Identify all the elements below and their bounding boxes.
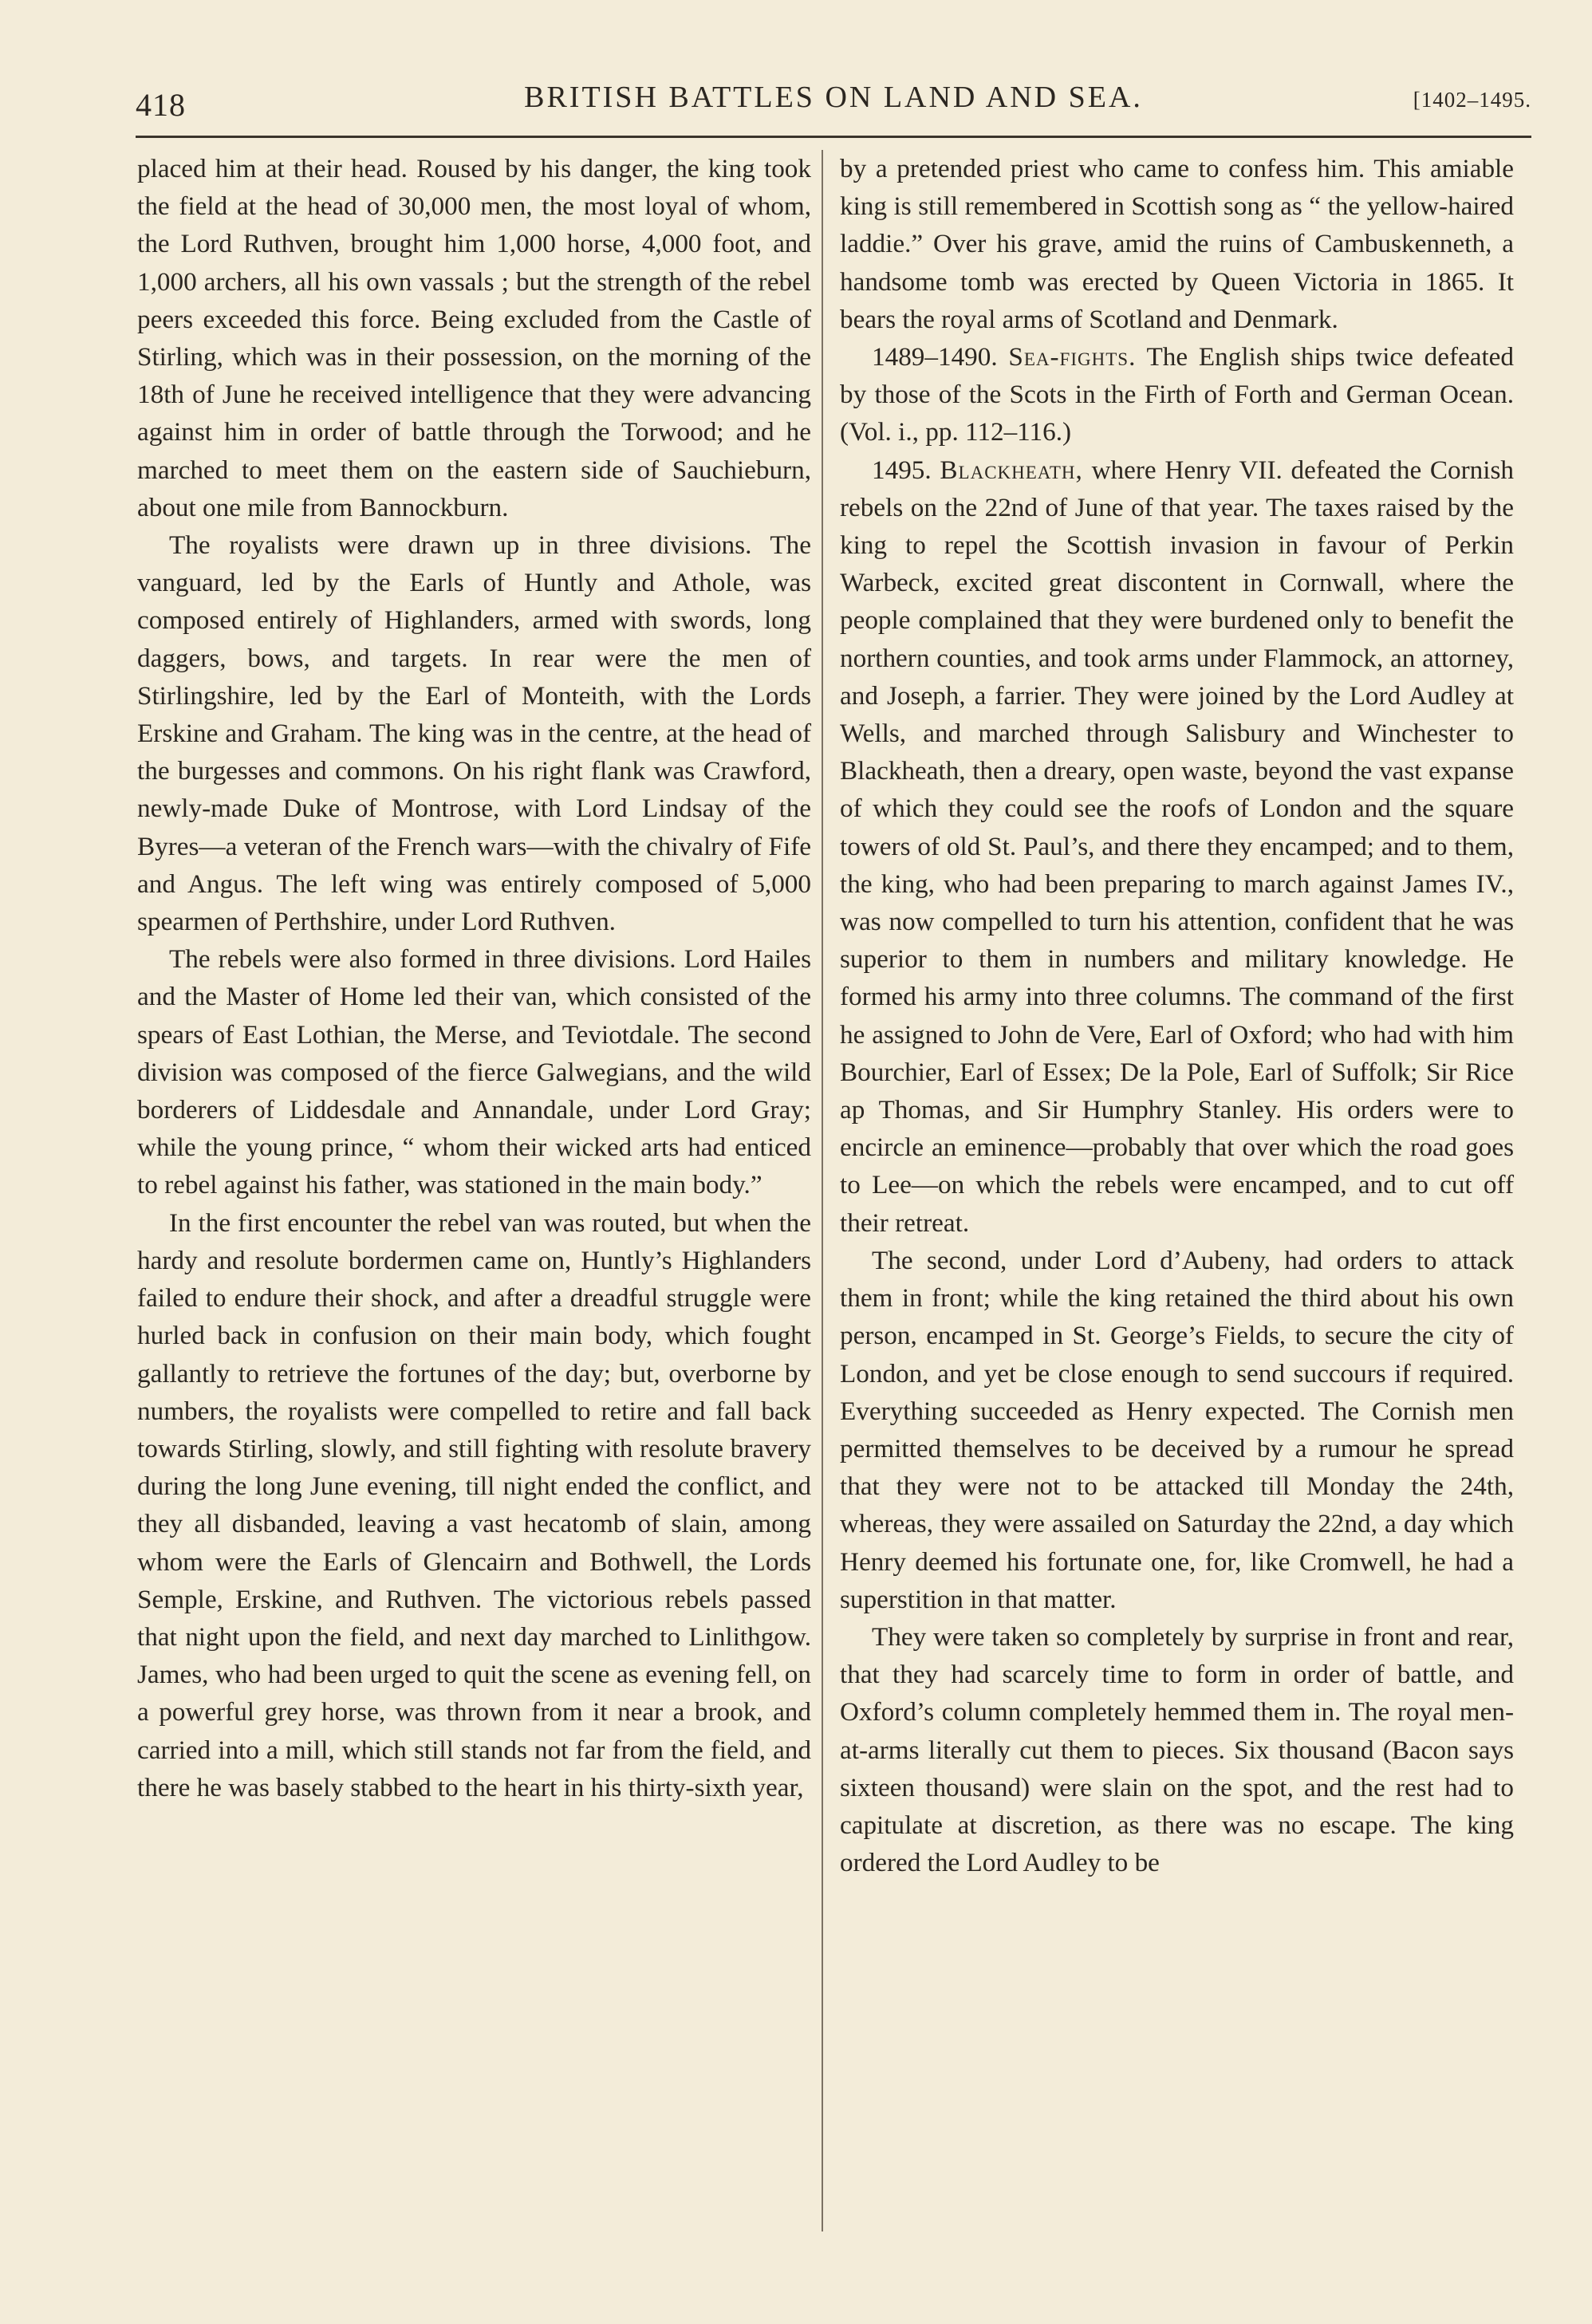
left-column: [137, 150, 811, 1806]
paragraph: In the first encounter the rebel van was routed, but when the hardy and resolute bordermen came on, Huntly’s Highlanders failed to endure their shock, and after a dreadful struggle were hurled back in confusion on their main body, which fought gallantly to retrieve the fortunes of the day; but, overborne by numbers, the royalists were compelled to retire and fall back towards Stirling, slowly, and still fighting with resolute bravery during the long June evening, till night ended the conflict, and they all disbanded, leaving a vast hecatomb of slain, among whom were the Earls of Glencairn and Bothwell, the Lords Semple, Erskine, and Ruthven. The victorious rebels passed that night upon the field, and next day marched to Linlithgow. James, who had been urged to quit the scene as evening fell, on a powerful grey horse, was thrown from it near a brook, and carried into a mill, which still stands not far from the field, and there he was basely stabbed to the heart in his thirty-sixth year,: [137, 1207, 811, 1802]
entry-blackheath: [840, 451, 1514, 1242]
page-number: 418: [136, 87, 186, 123]
paragraph: The rebels were also formed in three divisions. Lord Hailes and the Master of Home led their van, which consisted of the spears of East Lothian, the Merse, and Teviotdale. The second division was composed of the fierce Galwegians, and the wild borderers of Liddesdale and Annandale, under Lord Gray; while the young prince, “ whom their wicked arts had enticed to rebel against his father, was stationed in the main body.”: [137, 944, 811, 1200]
paragraph: The second, under Lord d’Aubeny, had orders to attack them in front; while the king retained the third about his own person, encamped in St. George’s Fields, to secure the city of London, and yet be close enough to send succours if required. Everything succeeded as Henry expected. The Cornish men permitted themselves to be deceived by a rumour he spread that they were not to be attacked till Monday the 24th, whereas, they were assailed on Saturday the 22nd, a day which Henry deemed his fortunate one, for, like Cromwell, he had a superstition in that matter.: [840, 1245, 1514, 1614]
paragraph: placed him at their head. Roused by his danger, the king took the field at the head of 30,000 men, the most loyal of whom, the Lord Ruthven, brought him 1,000 horse, 4,000 foot, and 1,000 archers, all his own vassals ; but the strength of the rebel peers exceeded this force. Being excluded from the Castle of Stirling, which was in their possession, on the morning of the 18th of June he received intelligence that they were advancing against him in order of battle through the Torwood; and he marched to meet them on the eastern side of Sauchieburn, about one mile from Bannockburn.: [137, 154, 811, 522]
column-divider: [822, 150, 823, 2231]
paragraph: by a pretended priest who came to confess him. This amiable king is still remembered in Scottish song as “ the yellow-haired laddie.” Over his grave, amid the ruins of Cambuskenneth, a handsome tomb was erected by Queen Victoria in 1865. It bears the royal arms of Scotland and Denmark.: [840, 154, 1514, 334]
paragraph: The royalists were drawn up in three divisions. The vanguard, led by the Earls of Huntly and Athole, was composed entirely of Highlanders, armed with swords, long daggers, bows, and targets. In rear were the men of Stirlingshire, led by the Earl of Monteith, with the Lords Erskine and Graham. The king was in the centre, at the head of the burgesses and commons. On his right flank was Crawford, newly-made Duke of Montrose, with Lord Lindsay of the Byres—a veteran of the French wars—with the chivalry of Fife and Angus. The left wing was entirely composed of 5,000 spearmen of Perthshire, under Lord Ruthven.: [137, 530, 811, 937]
date-range: [1402–1495.: [1413, 88, 1531, 112]
entry-text: The English ships twice defeated by those of the Scots in the Firth of Forth and German Ocean. (Vol. i., pp. 112–116.): [840, 342, 1515, 447]
entry-text: where Henry VII. defeated the Cornish rebels on the 22nd of June of that year. The taxes raised by the king to repel the Scottish invasion in favour of Perkin Warbeck, excited great discontent in Cornwall, where the people complained that they were burdened only to benefit the northern counties, and took arms under Flammock, an attorney, and Joseph, a farrier. They were joined by the Lord Audley at Wells, and marched through Salisbury and Winchester to Blackheath, then a dreary, open waste, beyond the vast expanse of which they could see the roofs of London and the square towers of old St. Paul’s, and there they encamped; and to them, the king, who had been preparing to march against James IV., was now compelled to turn his attention, confident that he was superior to them in numbers and military knowledge. He formed his army into three columns. The command of the first he assigned to John de Vere, Earl of Oxford; who had with him Bourchier, Earl of Essex; De la Pole, Earl of Suffolk; Sir Rice ap Thomas, and Sir Humphry Stanley. His orders were to encircle an eminence—probably that over which the road goes to Lee—on which the rebels were encamped, and to cut off their retreat.: [840, 455, 1515, 1238]
entry-date: 1495.: [872, 455, 932, 485]
entry-date: 1489–1490.: [872, 342, 998, 372]
entry-heading: Sea-fights.: [1008, 342, 1137, 372]
header-rule: [136, 136, 1531, 138]
right-column: [840, 150, 1514, 1881]
page-header: [136, 80, 1531, 128]
running-title: BRITISH BATTLES ON LAND AND SEA.: [524, 81, 1143, 114]
entry-heading: Blackheath,: [940, 455, 1083, 485]
paragraph: They were taken so completely by surprise in front and rear, that they had scarcely time to form in order of battle, and Oxford’s column completely hemmed them in. The royal men-at-arms literally cut them to pieces. Six thousand (Bacon says sixteen thousand) were slain on the spot, and the rest had to capitulate at discretion, as there was no escape. The king ordered the Lord Audley to be: [840, 1621, 1514, 1878]
entry-sea-fights: [840, 338, 1514, 451]
